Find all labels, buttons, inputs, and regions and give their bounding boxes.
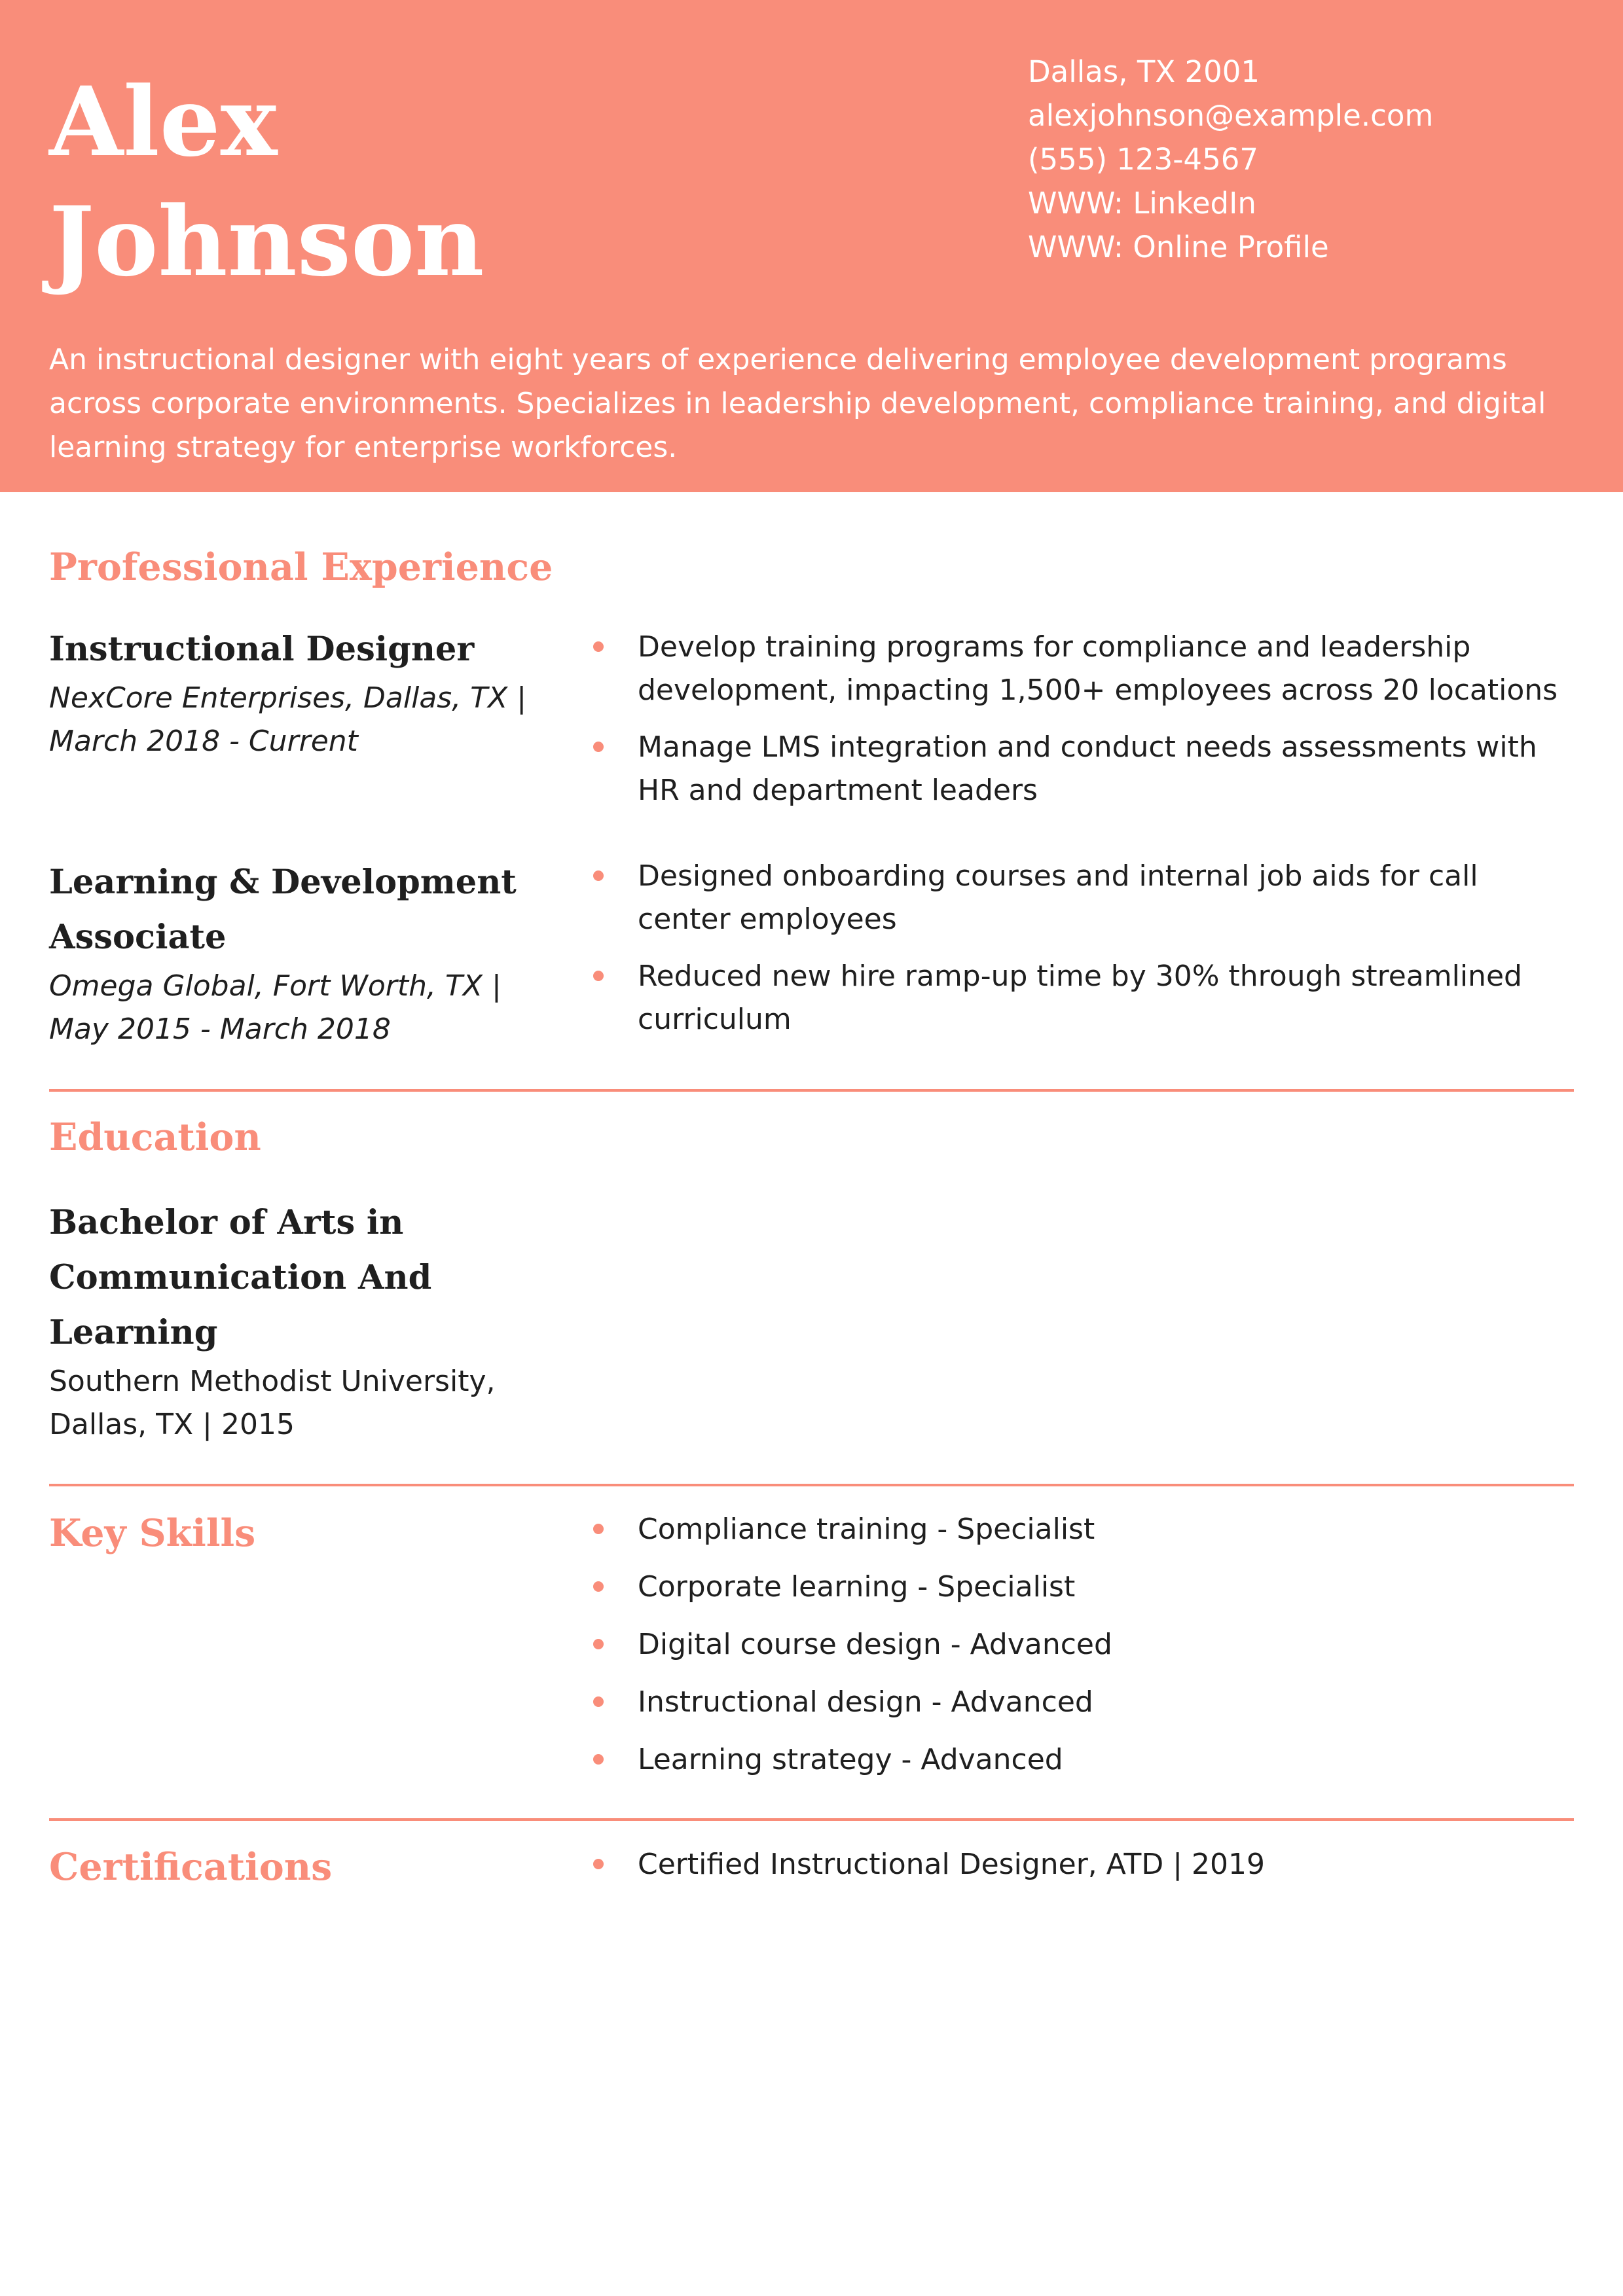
role-meta: [49, 965, 547, 1051]
bullet-icon: [593, 742, 604, 752]
school-info: Southern Methodist University, Dallas, TX | 2015: [49, 1365, 496, 1441]
list-item: [589, 726, 1578, 812]
section-title-certifications: Certifications: [49, 1845, 333, 1889]
bullet-text: Manage LMS integration and conduct needs assessments with HR and department leaders: [638, 730, 1537, 807]
list-item: [589, 1623, 1578, 1666]
role-title: Learning & Development Associate: [49, 863, 517, 957]
section-title-skills: Key Skills: [49, 1511, 256, 1555]
role-company: Omega Global: [49, 969, 255, 1003]
role-bullets: [589, 626, 1578, 812]
certification-text: Certified Instructional Designer, ATD | 2019: [638, 1848, 1265, 1881]
resume-header: [0, 0, 1623, 492]
contact-block: [1028, 50, 1433, 269]
section-title-experience: Professional Experience: [49, 545, 553, 589]
section-divider: [49, 1484, 1574, 1486]
bullet-icon: [593, 1696, 604, 1707]
certifications-list: [589, 1843, 1578, 1886]
role-location-dates: , Fort Worth, TX | May 2015 - March 2018: [49, 969, 501, 1046]
contact-linkedin-link[interactable]: WWW: LinkedIn: [1028, 186, 1256, 221]
contact-profile-link[interactable]: WWW: Online Profile: [1028, 230, 1329, 264]
list-item: [589, 855, 1578, 941]
list-item: [589, 1843, 1578, 1886]
contact-location: Dallas, TX 2001: [1028, 54, 1260, 89]
list-item: [589, 1681, 1578, 1724]
bullet-icon: [593, 1754, 604, 1765]
skill-text: Corporate learning - Specialist: [638, 1570, 1076, 1604]
role-company: NexCore Enterprises: [49, 681, 346, 715]
skills-list: [589, 1508, 1578, 1782]
candidate-name: [49, 62, 484, 302]
section-divider: [49, 1089, 1574, 1092]
role-title: Instructional Designer: [49, 630, 475, 669]
list-item: [589, 1738, 1578, 1782]
list-item: [589, 1566, 1578, 1609]
last-name: Johnson: [49, 186, 484, 298]
skill-text: Learning strategy - Advanced: [638, 1743, 1063, 1776]
section-divider: [49, 1818, 1574, 1821]
bullet-text: Designed onboarding courses and internal job aids for call center employees: [638, 859, 1478, 936]
section-title-education: Education: [49, 1115, 261, 1159]
list-item: [589, 1508, 1578, 1551]
bullet-icon: [593, 870, 604, 881]
skill-text: Compliance training - Specialist: [638, 1513, 1095, 1546]
contact-phone: (555) 123-4567: [1028, 142, 1258, 177]
role-meta: [49, 677, 547, 763]
bullet-icon: [593, 1524, 604, 1534]
skill-text: Digital course design - Advanced: [638, 1628, 1112, 1661]
bullet-icon: [593, 641, 604, 652]
list-item: [589, 626, 1578, 712]
professional-summary: An instructional designer with eight years of experience delivering employee development programs across corporate environments. Specializes in leadership development, compliance training, and digital learning strategy for enterprise workforces.: [49, 343, 1546, 464]
first-name: Alex: [49, 66, 278, 178]
bullet-icon: [593, 1581, 604, 1592]
bullet-text: Develop training programs for compliance and leadership development, impacting 1,500+ employees across 20 locations: [638, 630, 1558, 707]
bullet-icon: [593, 971, 604, 981]
contact-email[interactable]: alexjohnson@example.com: [1028, 98, 1434, 133]
list-item: [589, 955, 1578, 1041]
education-entry: [49, 1195, 547, 1446]
role-bullets: [589, 855, 1578, 1041]
skill-text: Instructional design - Advanced: [638, 1685, 1093, 1719]
degree-title: Bachelor of Arts in Communication And Learning: [49, 1203, 432, 1352]
bullet-text: Reduced new hire ramp-up time by 30% through streamlined curriculum: [638, 960, 1522, 1036]
role-location-dates: , Dallas, TX | March 2018 - Current: [49, 681, 527, 758]
bullet-icon: [593, 1859, 604, 1869]
experience-role: [49, 855, 547, 1051]
experience-role: [49, 622, 547, 763]
bullet-icon: [593, 1639, 604, 1649]
